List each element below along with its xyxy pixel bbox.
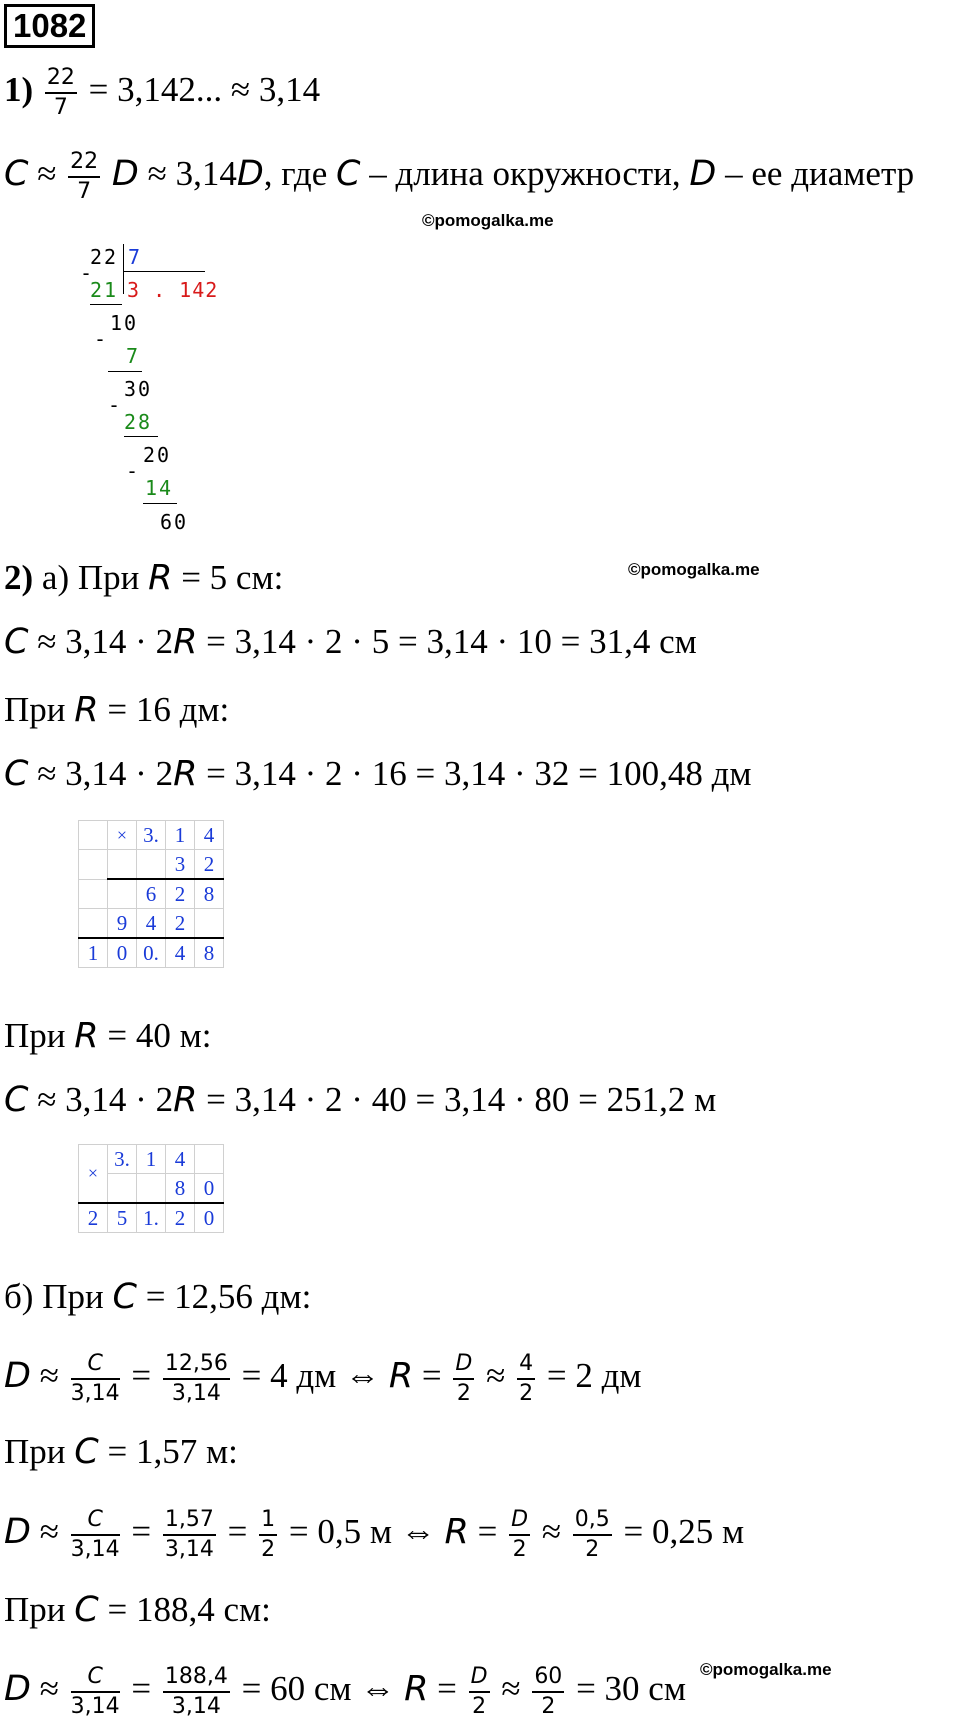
subtrahend-2: 7 (126, 344, 141, 368)
approx-sign: ≈ (501, 1669, 521, 1709)
approx-sign: ≈ (541, 1512, 562, 1552)
cell: 2 (166, 879, 195, 909)
remainder-1: 10 (110, 311, 139, 335)
cell: 0. (137, 938, 166, 968)
remainder-2: 30 (124, 377, 153, 401)
frac-num: D (453, 1352, 474, 1380)
cell: 3. (108, 1145, 137, 1174)
var-C: C (4, 154, 29, 195)
fraction (573, 1508, 612, 1562)
pri-text: При (4, 1016, 66, 1055)
cell: 2 (195, 850, 224, 880)
frac-den: 2 (519, 1381, 534, 1406)
approx-sign: ≈ (37, 154, 57, 194)
cell: 2 (166, 1203, 195, 1233)
watermark: ©pomogalka.me (628, 560, 760, 579)
case-b-text: б) При (4, 1277, 104, 1316)
fraction (163, 1508, 216, 1562)
equation-1 (4, 622, 697, 662)
approx-sign: ≈ (39, 1356, 59, 1396)
remainder-4: 60 (160, 510, 189, 534)
var-D: D (4, 1669, 31, 1710)
eq-tail: = 3,14 · 2 · 16 = 3,14 · 32 = 100,48 дм (206, 754, 752, 793)
var-D: D (689, 154, 717, 195)
var-R: R (404, 1669, 429, 1710)
fraction (71, 1352, 120, 1406)
approx-sign: ≈ (486, 1356, 506, 1396)
frac-den: 3,14 (70, 1537, 120, 1562)
definition-text-2: – ее диаметр (725, 154, 915, 194)
fraction-22-7 (45, 66, 77, 120)
case-r40-header (4, 1016, 211, 1056)
frac-num: D (469, 1665, 490, 1693)
case-a-value: = 5 см: (181, 558, 284, 597)
equation-3 (4, 1080, 716, 1120)
var-C: C (112, 1277, 137, 1317)
var-D: D (111, 154, 139, 195)
frac-den: 2 (261, 1537, 276, 1562)
eq-tail: = 3,14 · 2 · 5 = 3,14 · 10 = 31,4 см (206, 622, 697, 661)
frac-num: 0,5 (573, 1508, 612, 1536)
minus-sign: - (108, 393, 123, 417)
cell: 4 (166, 938, 195, 968)
eq-part: = 0,5 м ⇔ (288, 1512, 436, 1552)
multiplication-table-2 (78, 1144, 224, 1233)
watermark: ©pomogalka.me (422, 211, 554, 230)
fraction (469, 1665, 490, 1719)
case-c157-header (4, 1432, 238, 1472)
var-R: R (173, 622, 198, 662)
part1-line1 (4, 66, 320, 120)
pri-text: При (4, 690, 66, 729)
subtrahend-3: 28 (124, 410, 153, 434)
cell: 0 (108, 938, 137, 968)
approx-sign: ≈ (39, 1512, 59, 1552)
cell: 1 (137, 1145, 166, 1174)
cell: 1 (79, 938, 108, 968)
case-value: = 1,57 м: (107, 1432, 238, 1471)
equals-sign: = (421, 1356, 442, 1396)
cell: 6 (137, 879, 166, 909)
frac-den: 3,14 (70, 1381, 120, 1406)
division-bracket-vertical (123, 244, 124, 294)
part1-line2 (4, 150, 914, 204)
cell: 5 (108, 1203, 137, 1233)
var-R: R (74, 690, 99, 730)
minus-sign: - (80, 261, 95, 285)
part2b-header (4, 1277, 311, 1317)
case-r16-header (4, 690, 229, 730)
var-R: R (388, 1356, 414, 1397)
var-R: R (173, 754, 198, 794)
cell (108, 879, 137, 909)
fraction (517, 1352, 535, 1406)
cell (79, 850, 108, 880)
cell: 4 (195, 821, 224, 850)
frac-num: 1 (259, 1508, 277, 1536)
var-C: C (4, 754, 29, 794)
cell (79, 821, 108, 850)
cell (195, 1145, 224, 1174)
frac-den: 3,14 (171, 1381, 221, 1406)
equation-5 (4, 1508, 744, 1562)
equals-sign: = (131, 1512, 152, 1552)
frac-num: C (71, 1508, 120, 1536)
part1-result: = 3,142... ≈ 3,14 (88, 70, 321, 110)
cell: 8 (166, 1174, 195, 1204)
eq-part: ≈ 3,14 · 2 (37, 754, 174, 793)
frac-num: 22 (68, 150, 100, 178)
frac-den: 7 (53, 95, 68, 120)
remainder-3: 20 (143, 443, 172, 467)
case-value: = 40 м: (107, 1016, 212, 1055)
underline-4 (143, 503, 177, 504)
fraction-22-7-b (68, 150, 100, 204)
eq-part: ≈ 3,14 · 2 (37, 1080, 174, 1119)
pri-text: При (4, 1432, 66, 1471)
fraction (532, 1665, 564, 1719)
frac-num: C (71, 1352, 120, 1380)
var-C: C (74, 1432, 99, 1472)
frac-den: 2 (512, 1537, 527, 1562)
case-value: = 188,4 см: (107, 1590, 271, 1629)
fraction (163, 1665, 230, 1719)
frac-num: 12,56 (163, 1352, 230, 1380)
cell (195, 909, 224, 939)
case-c188-header (4, 1590, 271, 1630)
pri-text: При (4, 1590, 66, 1629)
var-R: R (444, 1512, 469, 1553)
equals-sign: = (477, 1512, 498, 1552)
cell (79, 879, 108, 909)
quotient: 3 . 142 (127, 278, 219, 302)
divisor: 7 (128, 245, 143, 269)
cell: 1 (166, 821, 195, 850)
underline-2 (108, 371, 142, 372)
approx-value: ≈ 3,14 (147, 154, 237, 194)
fraction (71, 1665, 120, 1719)
var-C: C (336, 154, 361, 195)
part1-label: 1) (4, 70, 34, 110)
var-C: C (4, 622, 29, 662)
frac-den: 2 (472, 1694, 487, 1719)
eq-end: = 30 см (576, 1669, 686, 1709)
var-R: R (148, 558, 173, 598)
frac-den: 2 (585, 1537, 600, 1562)
frac-den: 7 (77, 179, 92, 204)
minus-sign: - (94, 327, 109, 351)
var-C: C (4, 1080, 29, 1120)
part2a-header (4, 558, 283, 598)
fraction (453, 1352, 474, 1406)
where-text: , где (263, 154, 328, 194)
var-D: D (236, 154, 264, 195)
frac-num: 1,57 (163, 1508, 216, 1536)
frac-num: D (509, 1508, 530, 1536)
minus-sign: - (126, 459, 141, 483)
eq-part: = 60 см ⇔ (241, 1669, 396, 1709)
underline-1 (90, 304, 122, 305)
eq-end: = 0,25 м (623, 1512, 745, 1552)
definition-text: – длина окружности, (369, 154, 681, 194)
var-R: R (173, 1080, 198, 1120)
fraction (163, 1352, 230, 1406)
frac-num: 4 (517, 1352, 535, 1380)
underline-3 (124, 436, 158, 437)
cell: 1. (137, 1203, 166, 1233)
frac-den: 3,14 (164, 1537, 214, 1562)
var-R: R (74, 1016, 99, 1056)
eq-end: = 2 дм (546, 1356, 642, 1396)
dividend: 22 (90, 245, 119, 269)
equals-sign: = (227, 1512, 248, 1552)
cell: 8 (195, 879, 224, 909)
case-value: = 12,56 дм: (145, 1277, 312, 1316)
cell (108, 850, 137, 880)
cell (79, 909, 108, 939)
equation-6 (4, 1665, 686, 1719)
subtrahend-4: 14 (145, 476, 174, 500)
cell (137, 850, 166, 880)
equals-sign: = (131, 1356, 152, 1396)
var-D: D (4, 1356, 31, 1397)
frac-den: 2 (541, 1694, 556, 1719)
cell: 3. (137, 821, 166, 850)
eq-tail: = 3,14 · 2 · 40 = 3,14 · 80 = 251,2 м (206, 1080, 717, 1119)
part2-label: 2) (4, 558, 34, 597)
eq-part: = 4 дм ⇔ (241, 1356, 381, 1396)
cell (108, 1174, 137, 1204)
fraction (509, 1508, 530, 1562)
equals-sign: = (437, 1669, 457, 1709)
watermark: ©pomogalka.me (700, 1660, 832, 1679)
subtrahend-1: 21 (90, 278, 119, 302)
frac-num: 188,4 (163, 1665, 230, 1693)
times-sign: × (79, 1145, 108, 1204)
frac-num: 22 (45, 66, 77, 94)
cell: 0 (195, 1203, 224, 1233)
equals-sign: = (131, 1669, 152, 1709)
frac-num: C (71, 1665, 120, 1693)
cell: 9 (108, 909, 137, 939)
equation-4 (4, 1352, 642, 1406)
cell: 4 (137, 909, 166, 939)
frac-den: 3,14 (70, 1694, 120, 1719)
var-C: C (74, 1590, 99, 1630)
eq-part: ≈ 3,14 · 2 (37, 622, 174, 661)
problem-number: 1082 (4, 4, 95, 48)
equation-2 (4, 754, 752, 794)
frac-num: 60 (532, 1665, 564, 1693)
fraction (71, 1508, 120, 1562)
case-a-text: а) При (41, 558, 140, 597)
cell: 0 (195, 1174, 224, 1204)
approx-sign: ≈ (39, 1669, 59, 1709)
frac-den: 3,14 (171, 1694, 221, 1719)
cell: 3 (166, 850, 195, 880)
cell: 8 (195, 938, 224, 968)
fraction (259, 1508, 277, 1562)
cell: 4 (166, 1145, 195, 1174)
cell (137, 1174, 166, 1204)
case-value: = 16 дм: (107, 690, 230, 729)
cell: 2 (166, 909, 195, 939)
division-bracket-horizontal (123, 271, 205, 272)
multiplication-table-1 (78, 820, 224, 968)
times-sign: × (108, 821, 137, 850)
frac-den: 2 (456, 1381, 471, 1406)
cell: 2 (79, 1203, 108, 1233)
var-D: D (4, 1512, 31, 1553)
